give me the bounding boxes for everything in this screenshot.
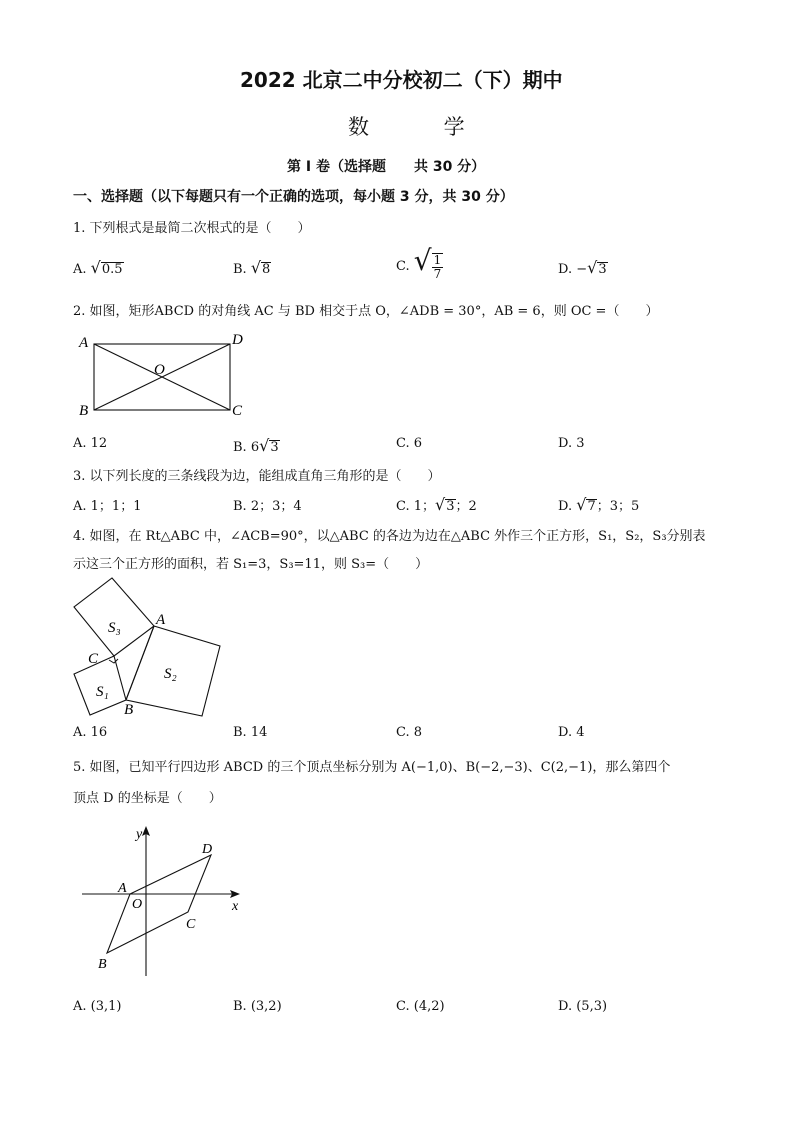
q1-option-a-radicand: 0.5 [101, 262, 123, 277]
q5-option-d: D. (5,3) [558, 999, 608, 1014]
q3-option-c: C. 1；√3；2 [396, 495, 477, 514]
q4-label-b: B [124, 702, 134, 718]
q2-option-b: B. 6√3 [233, 436, 279, 455]
subject-title: 数 学 [348, 115, 499, 139]
q3-option-c-prefix: C. 1； [396, 499, 436, 514]
q1-option-d: D. −√3 [558, 258, 607, 277]
q2-label-c: C [232, 403, 243, 419]
part-heading: 第 I 卷（选择题 共 30 分） [287, 159, 486, 175]
q1-option-a-label: A. [73, 262, 87, 277]
q5-label-b: B [98, 957, 107, 972]
q4-option-c: C. 8 [396, 725, 423, 740]
q5-option-a: A. (3,1) [73, 999, 122, 1014]
question-2-stem [73, 300, 658, 319]
q5-option-b: B. (3,2) [233, 999, 282, 1014]
q2-label-b: B [79, 403, 89, 419]
q5-axis-x-label: x [232, 899, 239, 914]
q5-coordinate-figure [78, 822, 248, 978]
q3-option-d-suffix: ；3；5 [596, 499, 640, 514]
question-5-stem-line2: 顶点 D 的坐标是（ ） [73, 791, 222, 806]
q4-option-d: D. 4 [558, 725, 585, 740]
q5-axis-y-label: y [136, 827, 143, 842]
q5-label-a: A [118, 881, 127, 896]
q3-option-c-radicand: 3 [446, 499, 455, 514]
q3-option-d-radicand: 7 [587, 499, 596, 514]
q3-option-d: D. √7；3；5 [558, 495, 640, 514]
q4-option-b: B. 14 [233, 725, 268, 740]
q4-label-s1: S₁ [96, 684, 109, 700]
question-4-stem-line2: 示这三个正方形的面积，若 S₁=3，S₃=11，则 S₃=（ ） [73, 557, 429, 572]
q2-option-b-coef: 6 [250, 440, 260, 455]
q1-option-b-radicand: 8 [262, 262, 271, 277]
q1-option-d-minus: − [576, 262, 588, 277]
q2-option-b-radicand: 3 [270, 440, 279, 455]
q1-option-a: A. √0.5 [73, 258, 123, 277]
q2-label-d: D [232, 332, 243, 348]
q1-option-c-numerator: 1 [433, 252, 442, 267]
question-4-stem-line1: 4. 如图，在 Rt△ABC 中，∠ACB=90°，以△ABC 的各边为边在△ABC 外作三个正方形，S₁，S₂，S₃分别表 [73, 529, 706, 544]
question-5-stem-line1: 5. 如图，已知平行四边形 ABCD 的三个顶点坐标分别为 A(−1,0)、B(−2,−3)、C(2,−1)，那么第四个 [73, 760, 671, 775]
q2-rectangle-figure [72, 328, 252, 420]
q4-label-a: A [156, 612, 166, 628]
section-heading: 一、选择题（以下每题只有一个正确的选项，每小题 3 分，共 30 分） [73, 189, 514, 205]
q2-stem-rest: ABCD 的对角线 AC 与 BD 相交于点 O，∠ADB = 30°，AB = 6，则 OC =（ ） [154, 304, 659, 319]
q2-stem-prefix: 2. 如图，矩形 [73, 304, 155, 319]
q1-option-c-label: C. [396, 259, 410, 274]
q1-option-c-denominator: 7 [433, 266, 442, 281]
q1-option-b-label: B. [233, 262, 247, 277]
page-title: 2022 北京二中分校初二（下）期中 [240, 68, 563, 92]
q5-label-c: C [186, 917, 196, 932]
q3-option-c-suffix: ；2 [455, 499, 477, 514]
q5-label-d: D [202, 842, 213, 857]
question-3-stem: 3. 以下列长度的三条线段为边，能组成直角三角形的是（ ） [73, 469, 441, 484]
q3-option-b: B. 2；3；4 [233, 499, 302, 514]
q2-label-o: O [154, 362, 165, 378]
q4-squares-figure [66, 574, 230, 720]
q1-option-d-label: D. [558, 262, 573, 277]
q4-label-s3: S₃ [108, 620, 121, 636]
q5-origin-label: O [132, 897, 143, 912]
q3-option-a: A. 1；1；1 [73, 499, 142, 514]
question-1-stem: 1. 下列根式是最简二次根式的是（ ） [73, 221, 311, 236]
q4-label-c: C [88, 651, 99, 667]
q5-option-c: C. (4,2) [396, 999, 445, 1014]
q4-label-s2: S₂ [164, 666, 177, 682]
q2-option-d: D. 3 [558, 436, 585, 451]
q1-option-c: C. √ $\frac{1}{7}$ [396, 244, 442, 281]
q3-option-d-prefix: D. [558, 499, 573, 514]
q1-option-b: B. √8 [233, 258, 271, 277]
q2-option-a: A. 12 [73, 436, 108, 451]
q2-option-c: C. 6 [396, 436, 423, 451]
q4-option-a: A. 16 [73, 725, 108, 740]
q2-option-b-label: B. [233, 440, 247, 455]
q1-option-d-radicand: 3 [598, 262, 607, 277]
q2-label-a: A [79, 335, 89, 351]
